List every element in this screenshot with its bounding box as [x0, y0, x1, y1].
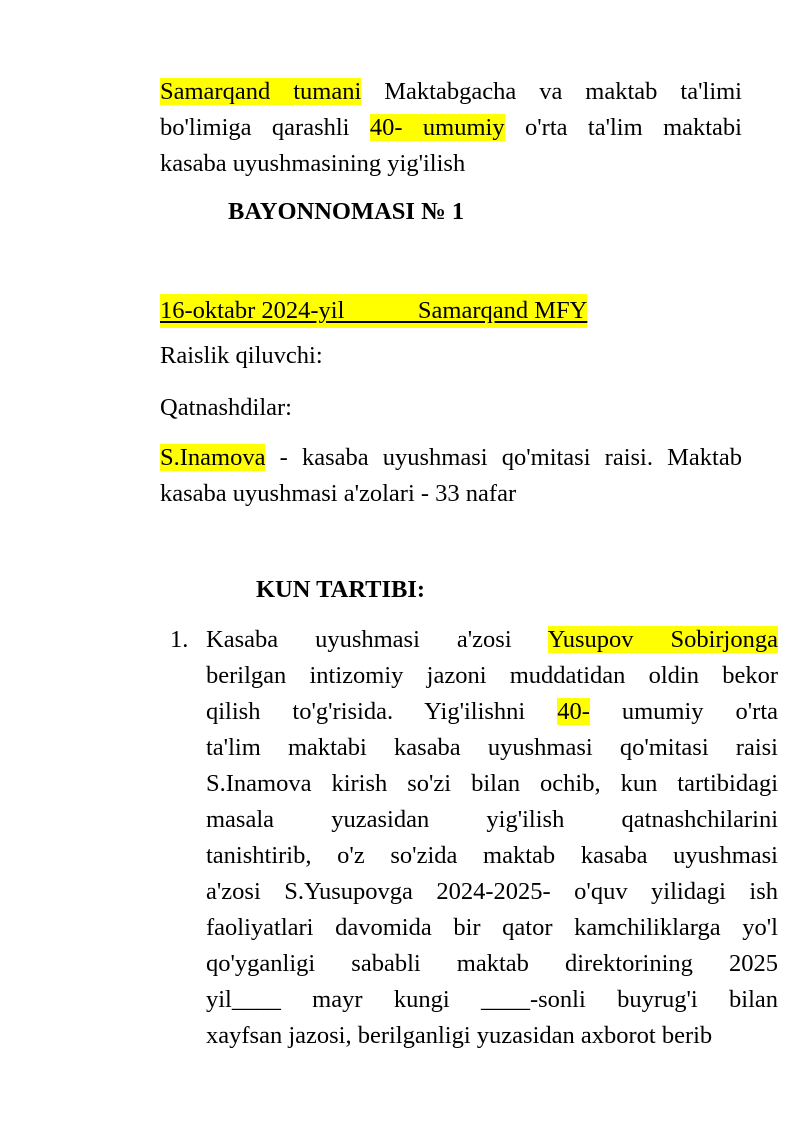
- text-run: ta'lim maktabi kasaba uyushmasi qo'mitasi raisi: [206, 734, 778, 761]
- highlighted-text: Samarqand tumani: [160, 78, 362, 105]
- text-run: yil____ mayr kungi ____-sonli buyrug'i bilan: [206, 986, 778, 1013]
- text-line: [206, 622, 778, 658]
- text-run: umumiy o'rta: [589, 698, 778, 725]
- text-run: kasaba uyushmasi a'zolari - 33 nafar: [160, 480, 517, 507]
- highlighted-text: 40-: [557, 698, 590, 725]
- text-line: [206, 658, 778, 694]
- text-run: S.Inamova kirish so'zi bilan ochib, kun tartibidagi: [206, 770, 778, 797]
- text-run: tanishtirib, o'z so'zida maktab kasaba uyushmasi: [206, 842, 778, 869]
- text-line: [160, 146, 742, 182]
- text-run: Maktabgacha va maktab ta'limi: [361, 78, 742, 105]
- text-line: [206, 1018, 778, 1054]
- text-run: - kasaba uyushmasi qo'mitasi raisi. Maktab: [265, 444, 742, 471]
- text-line: [160, 440, 742, 476]
- intro-paragraph: [160, 74, 742, 182]
- text-run: faoliyatlari davomida bir qator kamchiliklarga yo'l: [206, 914, 778, 941]
- text-run: o'rta ta'lim maktabi: [504, 114, 742, 141]
- text-line: [160, 110, 742, 146]
- text-run: Kasaba uyushmasi a'zosi: [206, 626, 548, 653]
- agenda-item-body: [206, 622, 778, 1054]
- text-line: [206, 874, 778, 910]
- text-run: berilgan intizomiy jazoni muddatidan oldin bekor: [206, 662, 778, 689]
- agenda-heading: KUN TARTIBI:: [256, 576, 426, 603]
- text-run: bo'limiga qarashli: [160, 114, 370, 141]
- text-run: qo'yganligi sababli maktab direktorining 2025: [206, 950, 778, 977]
- highlighted-text: 40- umumiy: [369, 114, 505, 141]
- text-run: kasaba uyushmasining yig'ilish: [160, 150, 466, 177]
- attendees-label: Qatnashdilar:: [160, 394, 292, 421]
- list-marker: 1.: [170, 626, 189, 653]
- text-run: qilish to'g'risida. Yig'ilishni: [206, 698, 558, 725]
- text-line: [160, 476, 742, 512]
- date-place-line: [160, 294, 742, 328]
- date-place-run: 16-oktabr 2024-yil Samarqand MFY: [160, 294, 587, 328]
- text-line: [206, 694, 778, 730]
- text-line: [206, 982, 778, 1018]
- text-line: [206, 730, 778, 766]
- highlighted-text: Yusupov Sobirjonga: [547, 626, 778, 653]
- text-run: a'zosi S.Yusupovga 2024-2025- o'quv yilidagi ish: [206, 878, 778, 905]
- text-run: xayfsan jazosi, berilganligi yuzasidan axborot berib: [206, 1022, 713, 1049]
- chairman-paragraph: [160, 440, 742, 512]
- text-line: [206, 766, 778, 802]
- text-line: [206, 802, 778, 838]
- text-run: masala yuzasidan yig'ilish qatnashchilarini: [206, 806, 778, 833]
- text-line: [160, 74, 742, 110]
- text-line: [206, 946, 778, 982]
- agenda-list-item: [170, 622, 778, 1054]
- document-title: BAYONNOMASI № 1: [228, 198, 465, 225]
- chairman-label: Raislik qiluvchi:: [160, 342, 323, 369]
- text-line: [206, 910, 778, 946]
- text-line: [206, 838, 778, 874]
- highlighted-text: S.Inamova: [160, 444, 266, 471]
